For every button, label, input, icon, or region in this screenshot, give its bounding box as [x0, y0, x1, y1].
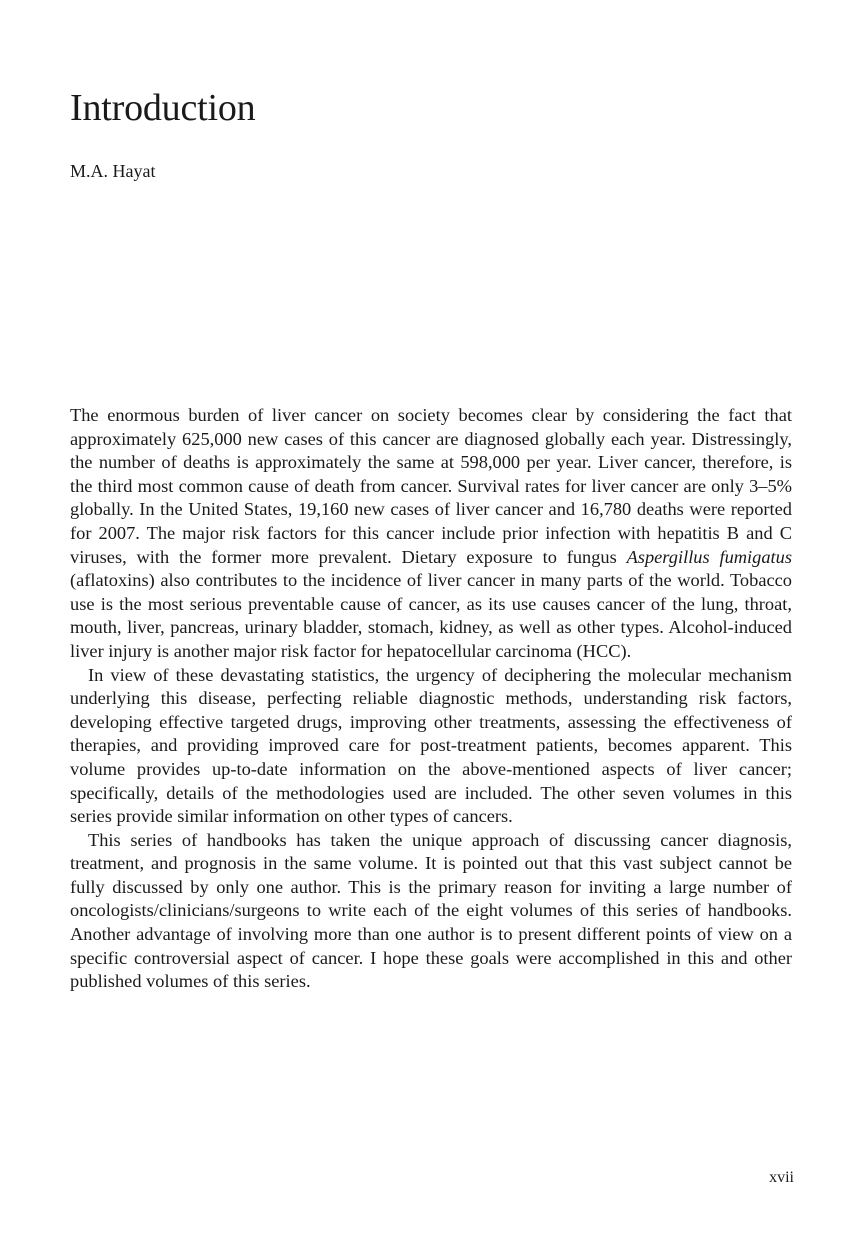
chapter-author: M.A. Hayat	[70, 161, 156, 181]
paragraph-1-part-2: (aflatoxins) also contributes to the incidence of liver cancer in many parts of the world. Tobacco use is the most serious preventable cause of cancer, as its use causes cancer of the lung, throat, mouth, liver, pancreas, urinary bladder, stomach, kidney, as well as other types. Alcohol-induced liver injury is another major risk factor for hepatocellular carcinoma (HCC).	[70, 570, 792, 661]
body-text	[70, 404, 792, 994]
chapter-title: Introduction	[70, 87, 256, 129]
paragraph-1	[70, 404, 792, 664]
paragraph-2: In view of these devastating statistics, the urgency of deciphering the molecular mechanism underlying this disease, perfecting reliable diagnostic methods, understanding risk factors, developing effective targeted drugs, improving other treatments, assessing the effectiveness of therapies, and providing improved care for post-treatment patients, becomes apparent. This volume provides up-to-date information on the above-mentioned aspects of liver cancer; specifically, details of the methodologies used are included. The other seven volumes in this series provide similar information on other types of cancers.	[70, 664, 792, 827]
paragraph-3: This series of handbooks has taken the unique approach of discussing cancer diagnosis, treatment, and prognosis in the same volume. It is pointed out that this vast subject cannot be fully discussed by only one author. This is the primary reason for inviting a large number of oncologists/clinicians/surgeons to write each of the eight volumes of this series of handbooks. Another advantage of involving more than one author is to present different points of view on a specific controversial aspect of cancer. I hope these goals were accomplished in this and other published volumes of this series.	[70, 829, 792, 992]
paragraph-1-part-1: The enormous burden of liver cancer on society becomes clear by considering the fact that approximately 625,000 new cases of this cancer are diagnosed globally each year. Distressingly, the number of deaths is approximately the same at 598,000 per year. Liver cancer, therefore, is the third most common cause of death from cancer. Survival rates for liver cancer are only 3–5% globally. In the United States, 19,160 new cases of liver cancer and 16,780 deaths were reported for 2007. The major risk factors for this cancer include prior infection with hepatitis B and C viruses, with the former more prevalent. Dietary exposure to fungus	[70, 405, 792, 567]
species-name: Aspergillus fumigatus	[626, 546, 793, 567]
page-number: xvii	[769, 1169, 794, 1186]
